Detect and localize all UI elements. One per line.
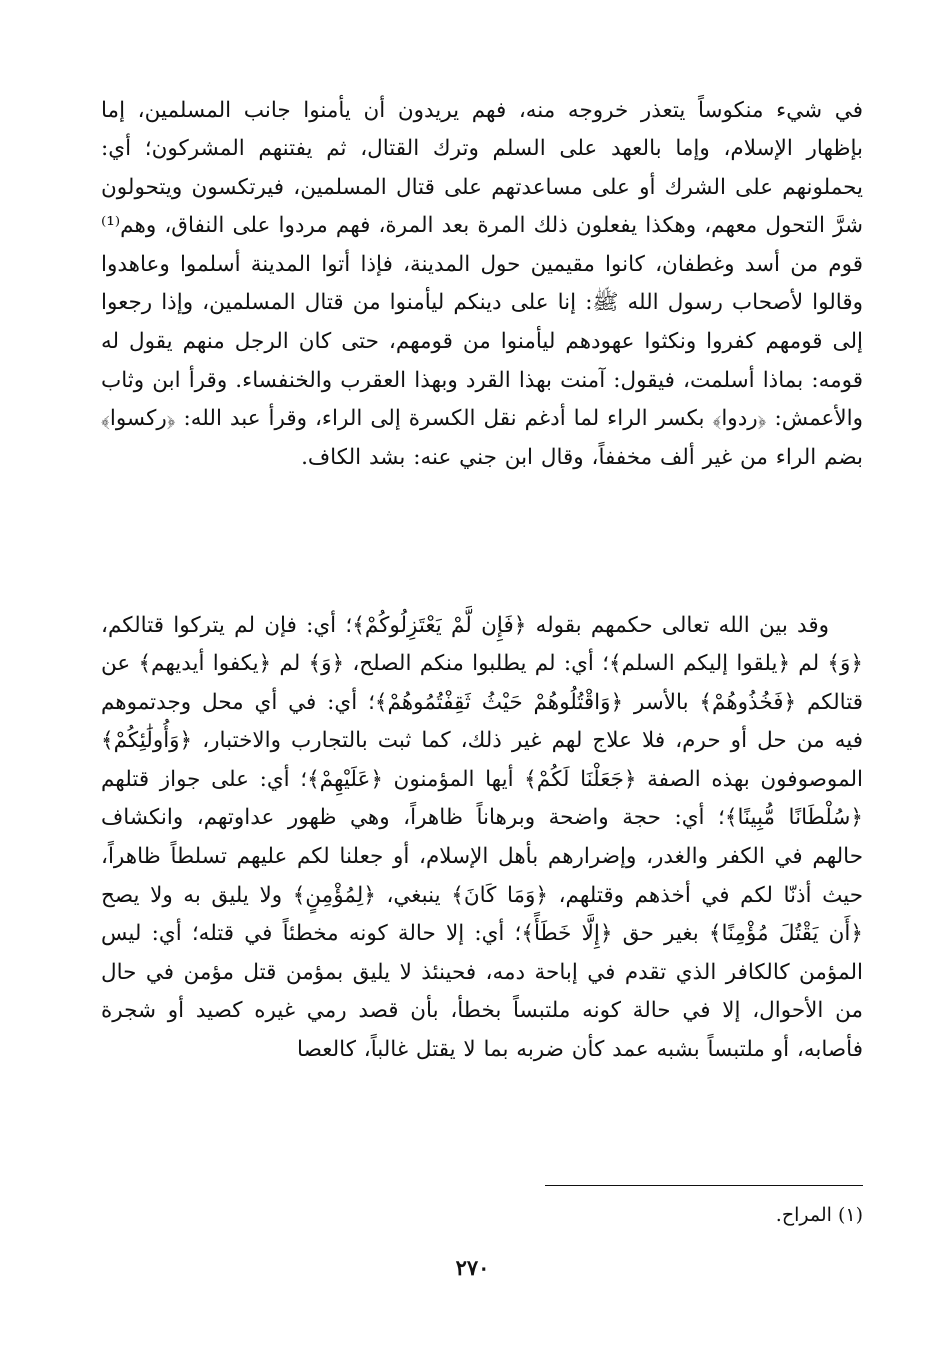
footnote: (١) المراح. bbox=[775, 1204, 863, 1226]
page-number: ٢٧٠ bbox=[455, 1255, 490, 1280]
body-paragraph-1: في شيء منكوساً يتعذر خروجه منه، فهم يريدون أن يأمنوا جانب المسلمين، إما بإظهار الإسلام، وإما بالعهد على السلم وترك القتال، ثم يفتنهم المشركون؛ أي: يحملونهم على الشرك أو على مساعدتهم على قتال المسلمين، فيرتكسون ويتحولون شرَّ التحول معهم، وهكذا يفعلون ذلك المرة بعد المرة، فهم مردوا على النفاق، وهم⁽¹⁾ قوم من أسد وغطفان، كانوا مقيمين حول المدينة، فإذا أتوا المدينة أسلموا وعاهدوا وقالوا لأصحاب رسول الله ﷺ: إنا على دينكم ليأمنوا من قتال المسلمين، وإذا رجعوا إلى قومهم كفروا ونكثوا عهودهم ليأمنوا من قومهم، حتى كان الرجل منهم يقول له قومه: بماذا أسلمت، فيقول: آمنت بهذا القرد وبهذا العقرب والخنفساء. وقرأ ابن وثاب والأعمش: ﴿ردوا﴾ بكسر الراء لما أدغم نقل الكسرة إلى الراء، وقرأ عبد الله: ﴿ركسوا﴾ بضم الراء من غير ألف مخففاً، وقال ابن جني عنه: بشد الكاف. bbox=[101, 97, 863, 470]
footnote-separator bbox=[545, 1185, 863, 1186]
body-paragraph-2: وقد بين الله تعالى حكمهم بقوله ﴿فَإِن لَّمْ يَعْتَزِلُوكُمْ﴾؛ أي: فإن لم يتركوا قتالكم، ﴿وَ﴾ لم ﴿يلقوا إليكم السلم﴾؛ أي: لم يطلبوا منكم الصلح، ﴿وَ﴾ لم ﴿يكفوا أيديهم﴾ عن قتالكم ﴿فَخُذُوهُمْ﴾ بالأسر ﴿وَاقْتُلُوهُمْ حَيْثُ ثَقِفْتُمُوهُمْ﴾؛ أي: في أي محل وجدتموهم فيه من حل أو حرم، فلا علاج لهم غير ذلك، كما ثبت بالتجارب والاختبار، ﴿وَأُولَٰئِكُمْ﴾ الموصوفون بهذه الصفة ﴿جَعَلْنَا لَكُمْ﴾ أيها المؤمنون ﴿عَلَيْهِمْ﴾؛ أي: على جواز قتلهم ﴿سُلْطَانًا مُّبِينًا﴾؛ أي: حجة واضحة وبرهاناً ظاهراً، وهي ظهور عداوتهم، وانكشاف حالهم في الكفر والغدر، وإضرارهم بأهل الإسلام، أو جعلنا لكم عليهم تسلطاً ظاهراً، حيث أذنّا لكم في أخذهم وقتلهم، ﴿وَمَا كَانَ﴾ ينبغي، ﴿لِمُؤْمِنٍ﴾ ولا يليق به ولا يصح ﴿أَن يَقْتُلَ مُؤْمِنًا﴾ بغير حق ﴿إِلَّا خَطَأً﴾؛ أي: إلا حالة كونه مخطئاً في قتله؛ أي: ليس المؤمن كالكافر الذي تقدم في إباحة دمه، فحينئذ لا يليق بمؤمن قتل مؤمن في حال من الأحوال، إلا في حالة كونه ملتبساً بخطأ، بأن قصد رمي غيره كصيد أو شجرة فأصابه، أو ملتبساً بشبه عمد كأن ضربه بما لا يقتل غالباً، كالعصا bbox=[101, 612, 863, 1063]
